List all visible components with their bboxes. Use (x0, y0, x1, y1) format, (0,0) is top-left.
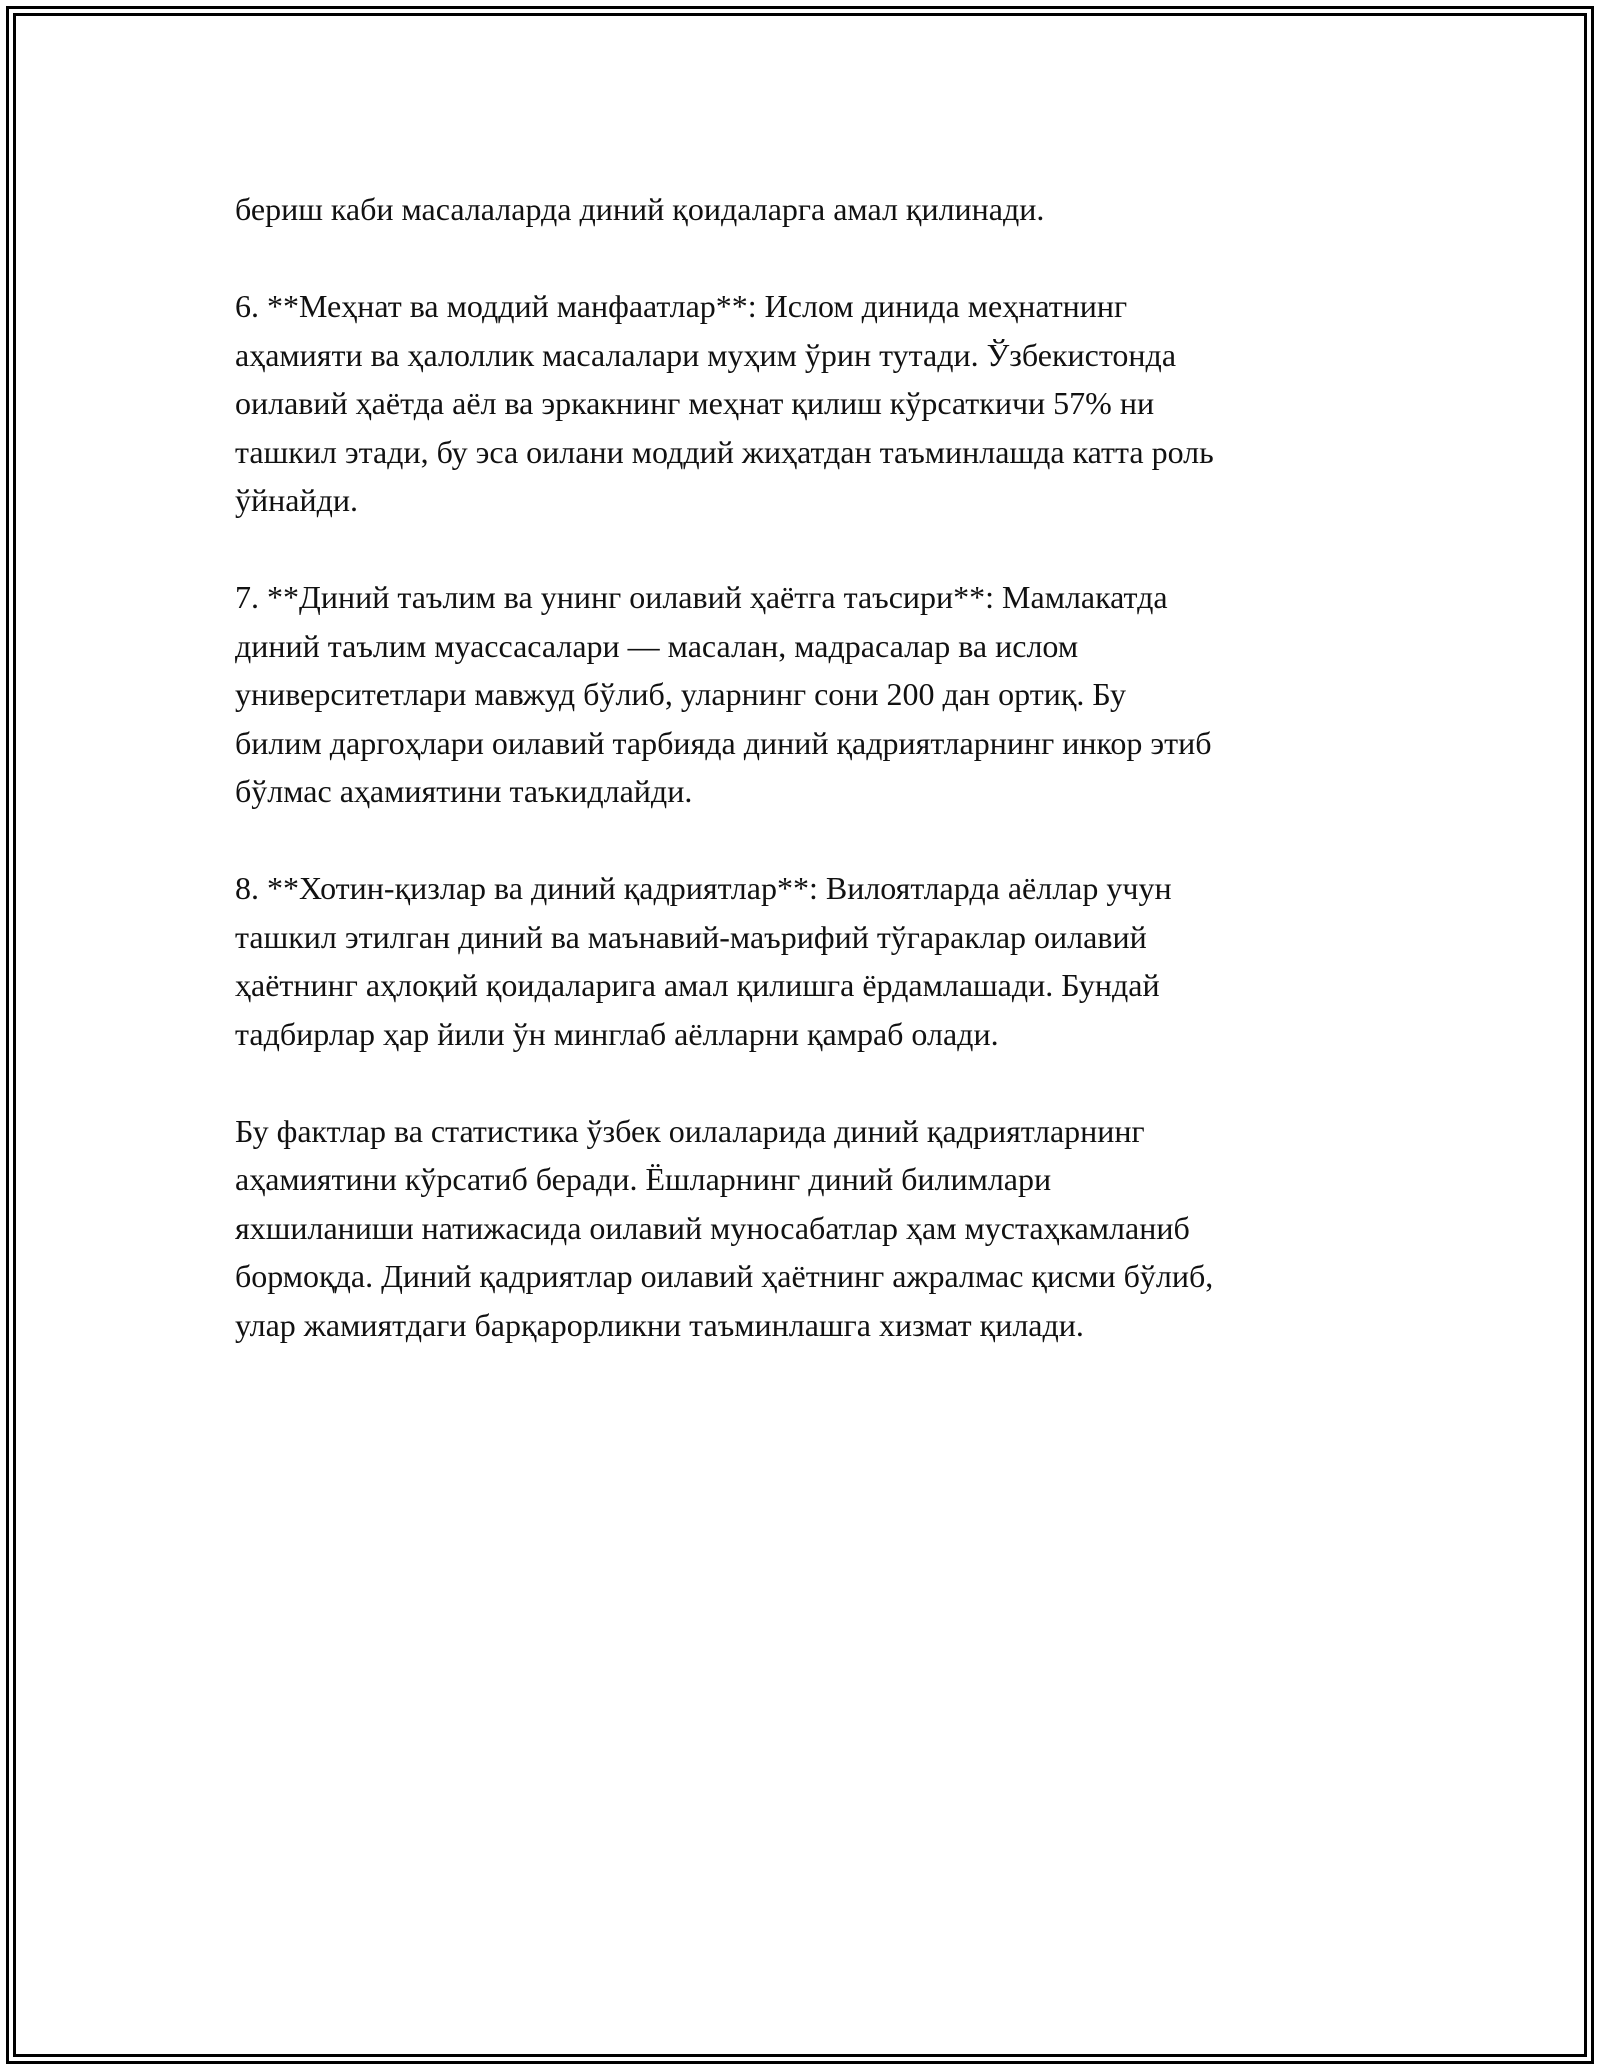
text-line: ташкил этилган диний ва маънавий-маърифий тўгараклар оилавий (235, 918, 1147, 955)
text-line: бўлмас аҳамиятини таъкидлайди. (235, 773, 693, 809)
paragraph-conclusion (235, 1107, 1385, 1350)
paragraph-item-6 (235, 282, 1385, 525)
paragraph-item-8 (235, 864, 1385, 1058)
paragraph-continuation (235, 185, 1385, 234)
text-line: аҳамияти ва ҳалоллик масалалари муҳим ўрин тутади. Ўзбекистонда (235, 336, 1177, 373)
text-line: улар жамиятдаги барқарорликни таъминлашга хизмат қилади. (235, 1306, 1084, 1343)
text-line: ташкил этади, бу эса оилани моддий жиҳатдан таъминлашда катта роль (235, 433, 1214, 470)
text-line: 7. **Диний таълим ва унинг оилавий ҳаётга таъсири**: Мамлакатда (235, 579, 1168, 615)
text-line: 8. **Хотин-қизлар ва диний қадриятлар**: Вилоятларда аёллар учун (235, 870, 1172, 906)
text-line: бериш каби масалаларда диний қоидаларга амал қилинади. (235, 191, 1045, 227)
text-line: диний таълим муассасалари — масалан, мадрасалар ва ислом (235, 627, 1079, 664)
text-line: яхшиланиши натижасида оилавий муносабатлар ҳам мустаҳкамланиб (235, 1209, 1190, 1246)
text-line: оилавий ҳаётда аёл ва эркакнинг меҳнат қилиш кўрсаткичи 57% ни (235, 385, 1155, 421)
text-line: Бу фактлар ва статистика ўзбек оилаларида диний қадриятларнинг (235, 1112, 1145, 1149)
text-line: аҳамиятини кўрсатиб беради. Ёшларнинг диний билимлари (235, 1161, 1052, 1197)
text-line: бормоқда. Диний қадриятлар оилавий ҳаётнинг ажралмас қисми бўлиб, (235, 1258, 1214, 1294)
text-line: тадбирлар ҳар йили ўн минглаб аёлларни қамраб олади. (235, 1015, 999, 1052)
text-line: ўйнайди. (235, 482, 358, 518)
document-body (235, 185, 1385, 1349)
paragraph-item-7 (235, 573, 1385, 816)
text-line: билим даргоҳлари оилавий тарбияда диний қадриятларнинг инкор этиб (235, 724, 1212, 761)
text-line: 6. **Меҳнат ва моддий манфаатлар**: Ислом динида меҳнатнинг (235, 288, 1128, 324)
text-line: университетлари мавжуд бўлиб, уларнинг сони 200 дан ортиқ. Бу (235, 676, 1126, 712)
text-line: ҳаётнинг аҳлоқий қоидаларига амал қилишга ёрдамлашади. Бундай (235, 967, 1160, 1003)
